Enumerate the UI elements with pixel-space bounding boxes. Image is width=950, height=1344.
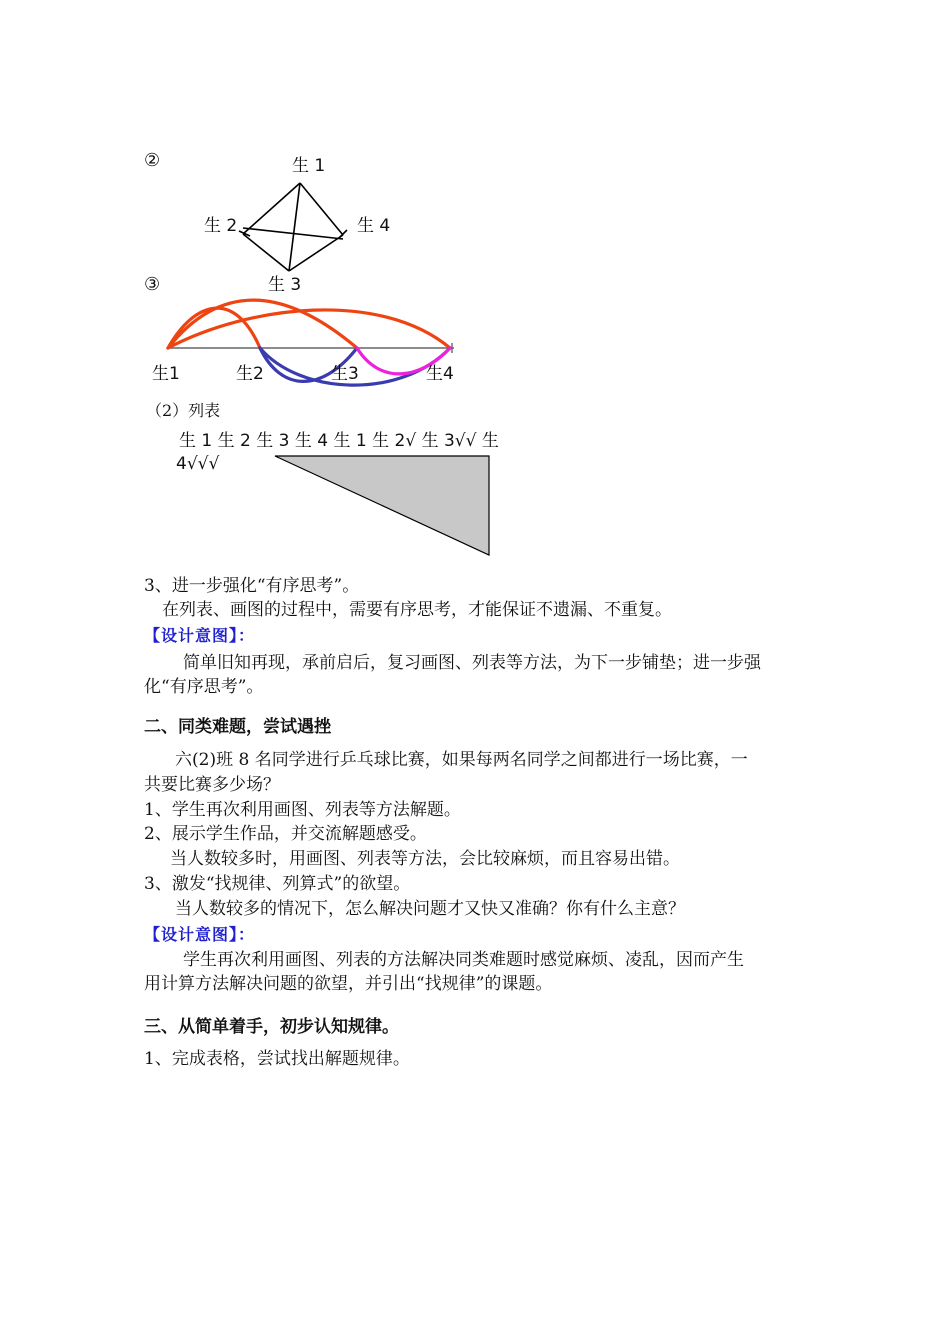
s2-item-3: 3、激发“找规律、列算式”的欲望。 xyxy=(144,874,411,894)
node-3-label: 生 3 xyxy=(268,275,302,295)
s2-design-line-1: 学生再次利用画图、列表的方法解决同类难题时感觉麻烦、凌乱，因而产生 xyxy=(183,950,744,970)
s1-design-label: 【设计意图】： xyxy=(144,626,256,645)
s2-item-3-text: 当人数较多的情况下，怎么解决问题才又快又准确？你有什么主意？ xyxy=(175,899,685,919)
s1-design-line-1: 简单旧知再现，承前启后，复习画图、列表等方法，为下一步铺垫；进一步强 xyxy=(183,653,761,673)
s1-item-3: 3、进一步强化“有序思考”。 xyxy=(144,576,360,596)
s3-item-1: 1、完成表格，尝试找出解题规律。 xyxy=(144,1049,410,1069)
list-heading: （2）列表 xyxy=(146,401,221,420)
section-3-title: 三、从简单着手，初步认知规律。 xyxy=(144,1017,399,1037)
list-line-1: 生 1 生 2 生 3 生 4 生 1 生 2√ 生 3√√ 生 xyxy=(179,431,499,451)
diagram-2-marker: ② xyxy=(144,150,161,171)
node-2-label: 生 2 xyxy=(204,216,238,236)
s2-design-line-2: 用计算方法解决问题的欲望，并引出“找规律”的课题。 xyxy=(144,974,553,994)
axis-node-4: 生4 xyxy=(426,364,454,384)
axis-node-1: 生1 xyxy=(152,364,180,384)
s1-design-line-2: 化“有序思考”。 xyxy=(144,677,264,697)
node-4-label: 生 4 xyxy=(357,216,391,236)
s1-item-3-text: 在列表、画图的过程中，需要有序思考，才能保证不遗漏、不重复。 xyxy=(162,600,672,620)
s2-item-1: 1、学生再次利用画图、列表等方法解题。 xyxy=(144,800,461,820)
s2-item-2: 2、展示学生作品，并交流解题感受。 xyxy=(144,824,427,844)
axis-node-2: 生2 xyxy=(236,364,264,384)
s2-item-2-text: 当人数较多时，用画图、列表等方法，会比较麻烦，而且容易出错。 xyxy=(170,849,680,869)
s2-design-label: 【设计意图】： xyxy=(144,925,256,944)
node-1-label: 生 1 xyxy=(292,156,326,176)
diagram-3-marker: ③ xyxy=(144,274,161,295)
s2-problem-line-1: 六(2)班 8 名同学进行乒乓球比赛，如果每两名同学之间都进行一场比赛，一 xyxy=(175,750,748,770)
list-line-2: 4√√√ xyxy=(176,454,220,474)
axis-node-3: 生3 xyxy=(331,364,359,384)
s2-problem-line-2: 共要比赛多少场？ xyxy=(144,775,280,795)
section-2-title: 二、同类难题，尝试遇挫 xyxy=(144,717,331,737)
